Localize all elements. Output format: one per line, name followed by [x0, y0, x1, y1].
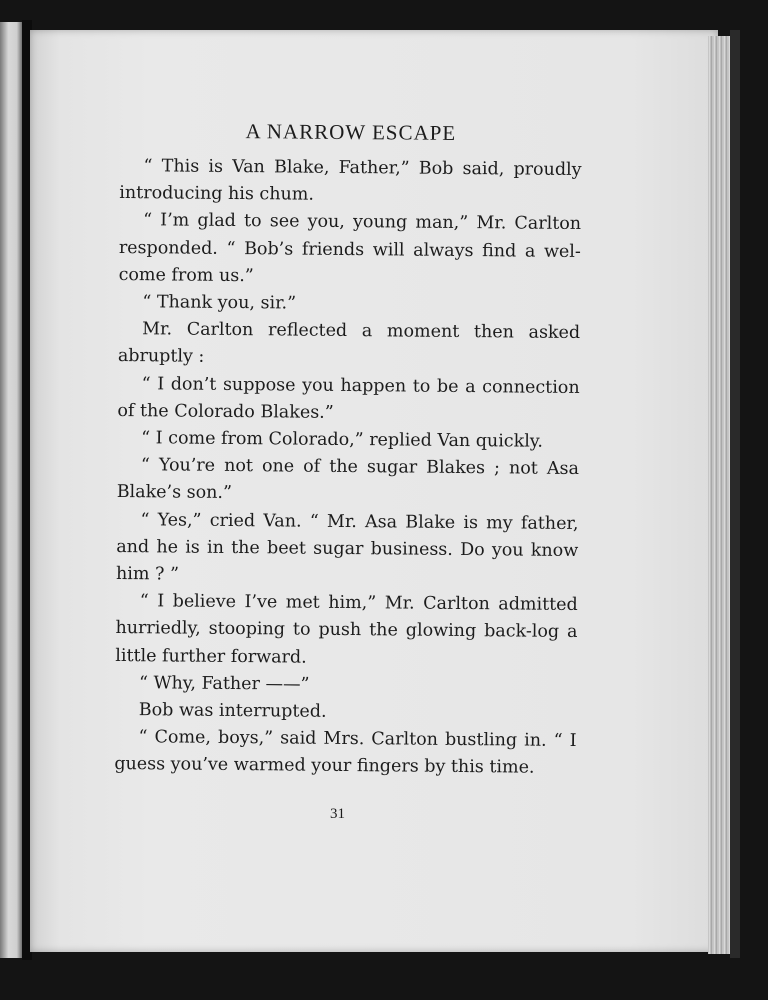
- paragraph: “ Why, Father ——”: [138, 673, 310, 695]
- paragraph: “ You’re not one of the sugar Blakes ; not Asa Blake’s son.”: [116, 455, 580, 504]
- paragraph: “ I believe I’ve met him,” Mr. Carlton admitted hurriedly, stooping to push the glowing back-log a little further forward.: [115, 591, 578, 668]
- page-number: 31: [330, 806, 345, 822]
- cover-edge: [730, 30, 740, 958]
- page-stack-edges: [708, 36, 732, 954]
- paragraph: “ I come from Colorado,” replied Van quickly.: [141, 428, 544, 452]
- paragraph: “ I don’t suppose you happen to be a connection of the Colorado Blakes.”: [117, 373, 580, 423]
- paragraph: “ I’m glad to see you, young man,” Mr. Carlton responded. “ Bob’s friends will always find a wel-come from us.”: [118, 210, 582, 286]
- paragraph: Bob was interrupted.: [138, 700, 327, 722]
- page-text: [114, 118, 582, 783]
- paragraph: Mr. Carlton reflected a moment then asked abruptly :: [117, 319, 581, 368]
- running-header: A NARROW ESCAPE: [245, 119, 457, 145]
- paragraph: “ This is Van Blake, Father,” Bob said, proudly introducing his chum.: [119, 156, 582, 205]
- previous-page-edge: [0, 22, 24, 958]
- paragraph: “ Thank you, sir.”: [142, 292, 297, 314]
- paragraph: “ Yes,” cried Van. “ Mr. Asa Blake is my father, and he is in the beet sugar business. Do you know him ? ”: [115, 509, 579, 585]
- paragraph: “ Come, boys,” said Mrs. Carlton bustling in. “ I guess you’ve warmed your fingers by this time.: [114, 727, 577, 779]
